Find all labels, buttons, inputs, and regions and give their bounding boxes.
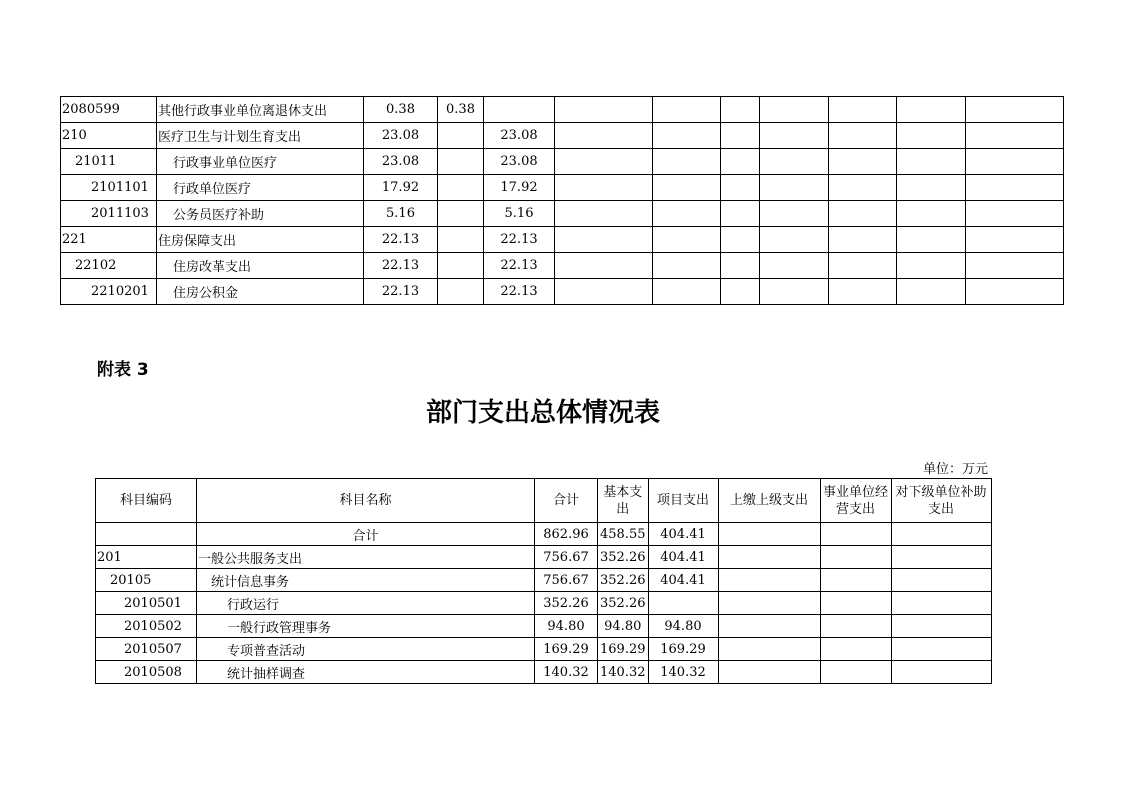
empty-cell <box>718 523 820 546</box>
basic-cell: 352.26 <box>598 546 649 569</box>
table-row <box>96 615 992 638</box>
name-cell: 专项普查活动 <box>197 638 535 661</box>
empty-cell <box>966 227 1064 253</box>
empty-cell <box>555 201 653 227</box>
total-cell: 22.13 <box>364 279 438 305</box>
empty-cell <box>653 227 721 253</box>
code-cell: 2011103 <box>61 201 157 227</box>
project-cell: 23.08 <box>484 123 555 149</box>
project-cell: 404.41 <box>648 569 718 592</box>
project-cell: 17.92 <box>484 175 555 201</box>
annex-label: 附表 3 <box>97 360 149 380</box>
name-cell: 其他行政事业单位离退休支出 <box>157 97 364 123</box>
empty-cell <box>966 279 1064 305</box>
empty-cell <box>897 253 966 279</box>
empty-cell <box>555 149 653 175</box>
table-row <box>61 201 1064 227</box>
project-cell: 23.08 <box>484 149 555 175</box>
code-cell: 2210201 <box>61 279 157 305</box>
basic-cell <box>438 253 484 279</box>
total-cell: 756.67 <box>535 569 598 592</box>
total-cell: 169.29 <box>535 638 598 661</box>
empty-cell <box>718 592 820 615</box>
basic-cell: 352.26 <box>598 569 649 592</box>
empty-cell <box>891 615 991 638</box>
empty-cell <box>721 227 760 253</box>
table-row <box>96 569 992 592</box>
table-row <box>61 253 1064 279</box>
empty-cell <box>653 123 721 149</box>
empty-cell <box>760 149 829 175</box>
empty-cell <box>653 201 721 227</box>
header-cell-code: 科目编码 <box>96 479 197 523</box>
project-cell: 404.41 <box>648 546 718 569</box>
empty-cell <box>820 661 891 684</box>
empty-cell <box>721 279 760 305</box>
table-row <box>96 592 992 615</box>
empty-cell <box>760 175 829 201</box>
empty-cell <box>653 175 721 201</box>
basic-cell: 169.29 <box>598 638 649 661</box>
project-cell: 22.13 <box>484 253 555 279</box>
empty-cell <box>897 123 966 149</box>
total-cell: 22.13 <box>364 227 438 253</box>
empty-cell <box>820 523 891 546</box>
table-row <box>96 546 992 569</box>
table-row <box>61 279 1064 305</box>
total-row <box>96 523 992 546</box>
empty-cell <box>966 175 1064 201</box>
header-cell-business: 事业单位经营支出 <box>820 479 891 523</box>
empty-cell <box>721 201 760 227</box>
total-cell: 23.08 <box>364 149 438 175</box>
empty-cell <box>820 569 891 592</box>
total-cell: 94.80 <box>535 615 598 638</box>
project-cell: 94.80 <box>648 615 718 638</box>
basic-cell <box>438 149 484 175</box>
header-cell-project: 项目支出 <box>648 479 718 523</box>
name-cell: 行政事业单位医疗 <box>157 149 364 175</box>
table-row <box>96 638 992 661</box>
project-cell: 22.13 <box>484 279 555 305</box>
empty-cell <box>721 97 760 123</box>
project-cell: 140.32 <box>648 661 718 684</box>
basic-cell <box>438 123 484 149</box>
basic-cell: 94.80 <box>598 615 649 638</box>
empty-cell <box>555 97 653 123</box>
empty-cell <box>891 661 991 684</box>
header-cell-upper: 上缴上级支出 <box>718 479 820 523</box>
empty-cell <box>966 123 1064 149</box>
table-row <box>61 123 1064 149</box>
table-row <box>96 661 992 684</box>
empty-cell <box>897 201 966 227</box>
empty-cell <box>829 227 897 253</box>
total-cell: 23.08 <box>364 123 438 149</box>
project-cell <box>484 97 555 123</box>
empty-cell <box>555 227 653 253</box>
empty-cell <box>897 97 966 123</box>
empty-cell <box>829 175 897 201</box>
total-cell: 22.13 <box>364 253 438 279</box>
header-cell-basic: 基本支出 <box>598 479 649 523</box>
empty-cell <box>897 279 966 305</box>
name-cell: 行政单位医疗 <box>157 175 364 201</box>
total-cell: 352.26 <box>535 592 598 615</box>
name-cell: 一般公共服务支出 <box>197 546 535 569</box>
empty-cell <box>820 592 891 615</box>
empty-cell <box>555 253 653 279</box>
empty-cell <box>653 253 721 279</box>
code-cell: 2101101 <box>61 175 157 201</box>
code-cell: 210 <box>61 123 157 149</box>
empty-cell <box>897 149 966 175</box>
empty-cell <box>653 97 721 123</box>
empty-cell <box>891 638 991 661</box>
project-cell: 22.13 <box>484 227 555 253</box>
name-cell: 公务员医疗补助 <box>157 201 364 227</box>
header-cell-name: 科目名称 <box>197 479 535 523</box>
total-total-cell: 862.96 <box>535 523 598 546</box>
empty-cell <box>897 175 966 201</box>
code-cell: 201 <box>96 546 197 569</box>
empty-cell <box>829 123 897 149</box>
total-cell: 5.16 <box>364 201 438 227</box>
basic-cell <box>438 201 484 227</box>
empty-cell <box>891 569 991 592</box>
code-cell: 22102 <box>61 253 157 279</box>
empty-cell <box>760 123 829 149</box>
empty-cell <box>897 227 966 253</box>
code-cell: 2080599 <box>61 97 157 123</box>
header-row <box>96 479 992 523</box>
empty-cell <box>966 97 1064 123</box>
total-cell: 140.32 <box>535 661 598 684</box>
header-cell-subsidy: 对下级单位补助支出 <box>891 479 991 523</box>
name-cell: 行政运行 <box>197 592 535 615</box>
name-cell: 住房保障支出 <box>157 227 364 253</box>
empty-cell <box>829 279 897 305</box>
empty-cell <box>891 546 991 569</box>
project-cell <box>648 592 718 615</box>
project-cell: 5.16 <box>484 201 555 227</box>
empty-cell <box>718 661 820 684</box>
name-cell: 统计信息事务 <box>197 569 535 592</box>
department-expenditure-table <box>95 478 992 684</box>
empty-cell <box>653 279 721 305</box>
total-cell: 0.38 <box>364 97 438 123</box>
empty-cell <box>820 638 891 661</box>
empty-cell <box>760 97 829 123</box>
main-table-body <box>96 479 992 684</box>
basic-cell: 0.38 <box>438 97 484 123</box>
code-cell: 2010507 <box>96 638 197 661</box>
table-row <box>61 97 1064 123</box>
basic-cell <box>438 279 484 305</box>
empty-cell <box>760 227 829 253</box>
basic-cell <box>438 227 484 253</box>
empty-cell <box>966 253 1064 279</box>
empty-cell <box>891 592 991 615</box>
code-cell: 21011 <box>61 149 157 175</box>
empty-cell <box>555 123 653 149</box>
empty-cell <box>721 175 760 201</box>
unit-label: 单位：万元 <box>922 462 988 477</box>
continued-expenditure-table <box>60 96 1064 305</box>
project-cell: 169.29 <box>648 638 718 661</box>
name-cell: 一般行政管理事务 <box>197 615 535 638</box>
empty-cell <box>760 201 829 227</box>
empty-cell <box>891 523 991 546</box>
page-title: 部门支出总体情况表 <box>425 398 660 428</box>
basic-cell <box>438 175 484 201</box>
empty-cell <box>721 123 760 149</box>
name-cell: 医疗卫生与计划生育支出 <box>157 123 364 149</box>
empty-cell <box>718 615 820 638</box>
empty-cell <box>820 546 891 569</box>
name-cell: 住房公积金 <box>157 279 364 305</box>
empty-cell <box>721 149 760 175</box>
total-label-cell: 合计 <box>197 523 535 546</box>
total-code-cell <box>96 523 197 546</box>
code-cell: 2010502 <box>96 615 197 638</box>
code-cell: 20105 <box>96 569 197 592</box>
empty-cell <box>829 253 897 279</box>
empty-cell <box>966 201 1064 227</box>
name-cell: 统计抽样调查 <box>197 661 535 684</box>
empty-cell <box>760 279 829 305</box>
code-cell: 221 <box>61 227 157 253</box>
total-cell: 17.92 <box>364 175 438 201</box>
header-cell-total: 合计 <box>535 479 598 523</box>
empty-cell <box>829 201 897 227</box>
code-cell: 2010508 <box>96 661 197 684</box>
total-cell: 756.67 <box>535 546 598 569</box>
continued-table-body <box>61 97 1064 305</box>
basic-cell: 140.32 <box>598 661 649 684</box>
basic-cell: 352.26 <box>598 592 649 615</box>
empty-cell <box>721 253 760 279</box>
empty-cell <box>966 149 1064 175</box>
table-row <box>61 149 1064 175</box>
table-row <box>61 227 1064 253</box>
empty-cell <box>829 97 897 123</box>
empty-cell <box>653 149 721 175</box>
total-basic-cell: 458.55 <box>598 523 649 546</box>
table-row <box>61 175 1064 201</box>
empty-cell <box>718 638 820 661</box>
empty-cell <box>820 615 891 638</box>
empty-cell <box>829 149 897 175</box>
empty-cell <box>760 253 829 279</box>
empty-cell <box>555 175 653 201</box>
total-project-cell: 404.41 <box>648 523 718 546</box>
empty-cell <box>718 569 820 592</box>
empty-cell <box>718 546 820 569</box>
empty-cell <box>555 279 653 305</box>
name-cell: 住房改革支出 <box>157 253 364 279</box>
code-cell: 2010501 <box>96 592 197 615</box>
